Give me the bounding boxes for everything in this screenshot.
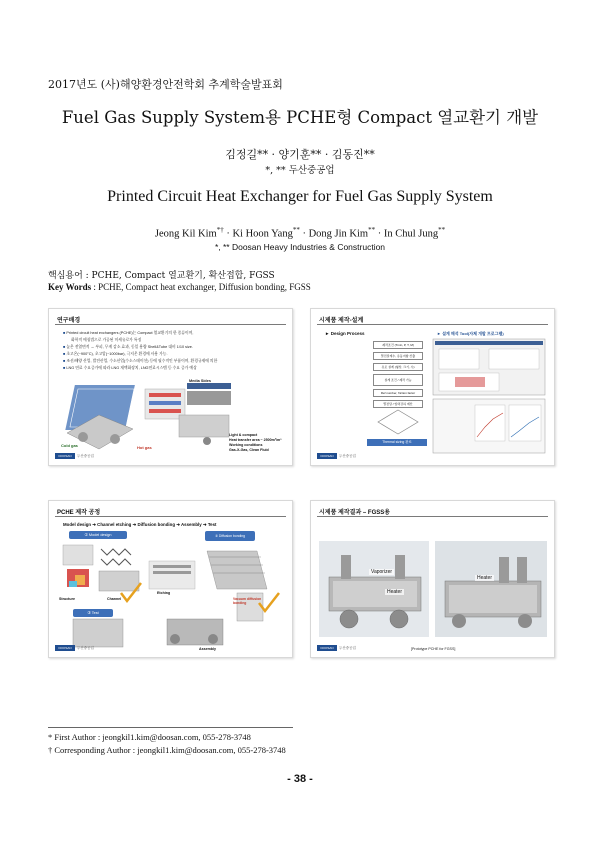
- title-english: Printed Circuit Heat Exchanger for Fuel Gas Supply System: [107, 188, 493, 205]
- doosan-logo: DOOSAN: [317, 453, 337, 459]
- bullet: ■ 높은 전열면적 → 부피, 무게 감소 효과, 동일 용량 Shell&Tube 대비 1/10 size.: [63, 345, 193, 350]
- slide-rule: [55, 516, 286, 517]
- flow-step: 설계 조건 / 제작 가능: [373, 374, 423, 386]
- slide-prototype-design: [310, 308, 555, 466]
- slide-manufacturing-process: [48, 500, 293, 658]
- doosan-logo-sub: 두산중공업: [339, 646, 356, 650]
- slide-prototype-result: [310, 500, 555, 658]
- label-channel: Channel: [107, 597, 122, 601]
- slide-rule: [317, 324, 548, 325]
- slide-title: 시제품 제작결과 – FGSS용: [319, 510, 391, 516]
- label-vacuum-diffusion-bonding: Vacuum diffusion bonding: [233, 597, 262, 605]
- keywords-list: : PCHE, Compact heat exchanger, Diffusion bonding, FGSS: [91, 282, 311, 292]
- step-model-design: ① Model design: [69, 531, 127, 539]
- flow-step: 제작조건 (Tmin, P, T, M): [373, 341, 423, 349]
- design-tool-screens: [431, 337, 549, 455]
- label-media-sides: Media Sides: [189, 379, 211, 383]
- author-4-mark: **: [438, 226, 446, 234]
- doosan-logo: DOOSAN: [55, 453, 75, 459]
- doosan-logo: DOOSAN: [317, 645, 337, 651]
- affiliation-english: *, ** Doosan Heavy Industries & Construction: [214, 242, 386, 252]
- flow-step: 열전달계수, 유동저항 산출: [373, 352, 423, 360]
- keywords-english: [48, 282, 311, 292]
- conference-header: 2017년도 (사)해양환경안전학회 추계학술발표회: [48, 78, 283, 91]
- bullet: ■ 초고온(~900°C), 초고압(~1000bar), 극저온 환경에 사용 가능.: [63, 352, 168, 357]
- author-4: In Chul Jung: [383, 228, 439, 240]
- decision-diamond: [377, 409, 419, 435]
- spec-3: Working conditions: [229, 443, 263, 447]
- flow-step: Ref number, friction factor: [373, 389, 423, 397]
- footnote-first-author: * First Author : jeongkil1.kim@doosan.com, 055-278-3748: [48, 732, 251, 742]
- author-1-mark: *†: [216, 226, 224, 234]
- author-3-mark: **: [368, 226, 376, 234]
- label-heater-left: Heater: [387, 589, 403, 595]
- slide-rule: [317, 516, 548, 517]
- doosan-logo-sub: 두산중공업: [77, 646, 94, 650]
- process-flow: Model design ➜ Channel etching ➜ Diffusion bonding ➜ Assembly ➜ Test: [63, 522, 217, 527]
- author-3: Dong Jin Kim: [308, 228, 369, 240]
- prototype-caption: [Prototype PCHE for FGSS]: [411, 647, 456, 651]
- bullet-cont: 화학적 에칭법으로 가공된 미세유로가 특징: [71, 338, 142, 342]
- doosan-logo: DOOSAN: [55, 645, 75, 651]
- authors-english: Jeong Kil Kim*† · Ki Hoon Yang** · Dong Jin Kim** · In Chul Jung**: [154, 226, 446, 240]
- doosan-logo-sub: 두산중공업: [339, 454, 356, 458]
- footnote-rule: [48, 727, 293, 728]
- doosan-logo-sub: 두산중공업: [77, 454, 94, 458]
- author-2-mark: **: [292, 226, 300, 234]
- design-tool-title: ► 설계 해석 Tool(자체 개발 프로그램): [437, 331, 504, 336]
- author-1: Jeong Kil Kim: [154, 228, 217, 240]
- bullet: ■ Printed circuit heat exchangers (PCHE)는 Compact 열교환기의 한 종류이며,: [63, 331, 193, 336]
- slide-title: 연구배경: [57, 318, 81, 324]
- flow-step: 열전달 / 압력강하 계산: [373, 400, 423, 408]
- label-assembly: Assembly: [199, 647, 216, 651]
- step-diffusion-bonding: ② Diffusion bonding: [205, 531, 255, 541]
- prototype-photos: [319, 541, 547, 637]
- step-test: ③ Test: [73, 609, 113, 617]
- label-structure: Structure: [59, 597, 75, 601]
- bullet: ■ LNG 연료 수요증가에 따라 LNG 재액화장치, LNG연료시스템 등 수요 증가 예상: [63, 366, 197, 371]
- slide-title: PCHE 제작 공정: [57, 510, 101, 516]
- label-heater-right: Heater: [477, 575, 493, 581]
- slide-research-background: [48, 308, 293, 466]
- label-cold-gas: Cold gas: [61, 443, 78, 448]
- spec-2: Heat transfer area ~ 2500m²/m³: [229, 438, 282, 442]
- keywords-korean: 핵심용어 : PCHE, Compact 열교환기, 확산접합, FGSS: [48, 271, 275, 281]
- slide-rule: [55, 324, 286, 325]
- process-illustrations: [57, 541, 285, 651]
- author-2: Ki Hoon Yang: [232, 228, 293, 240]
- title-korean: Fuel Gas Supply System용 PCHE형 Compact 열교환기 개발: [61, 108, 539, 127]
- label-hot-gas: Hot gas: [137, 445, 152, 450]
- thermal-sizing-box: Thermal sizing 완료: [367, 439, 427, 446]
- slide-title: 시제품 제작-설계: [319, 318, 364, 324]
- flow-step: 유로 설계 (형상, 크기, 수): [373, 363, 423, 371]
- bullet: ■ 조선/해양 산업, 발전산업, 수소산업(수소스테이션) 등에 필수적인 부품이며, 환경규제에 의한: [63, 359, 217, 364]
- spec-1: Light & compact: [229, 433, 258, 437]
- spec-4: Gas-X-Gas, Clean Fluid: [229, 448, 269, 452]
- footnote-corresponding-author: † Corresponding Author : jeongkil1.kim@doosan.com, 055-278-3748: [48, 745, 286, 755]
- label-vaporizer: Vaporizer: [371, 569, 393, 575]
- design-process-title: ► Design Process: [325, 331, 365, 336]
- authors-korean: 김정길** · 양기훈** · 김동진**: [225, 148, 375, 161]
- page-number: - 38 -: [287, 773, 313, 785]
- label-etching: Etching: [157, 591, 171, 595]
- keywords-label: Key Words: [48, 282, 92, 292]
- affiliation-korean: *, ** 두산중공업: [265, 165, 335, 176]
